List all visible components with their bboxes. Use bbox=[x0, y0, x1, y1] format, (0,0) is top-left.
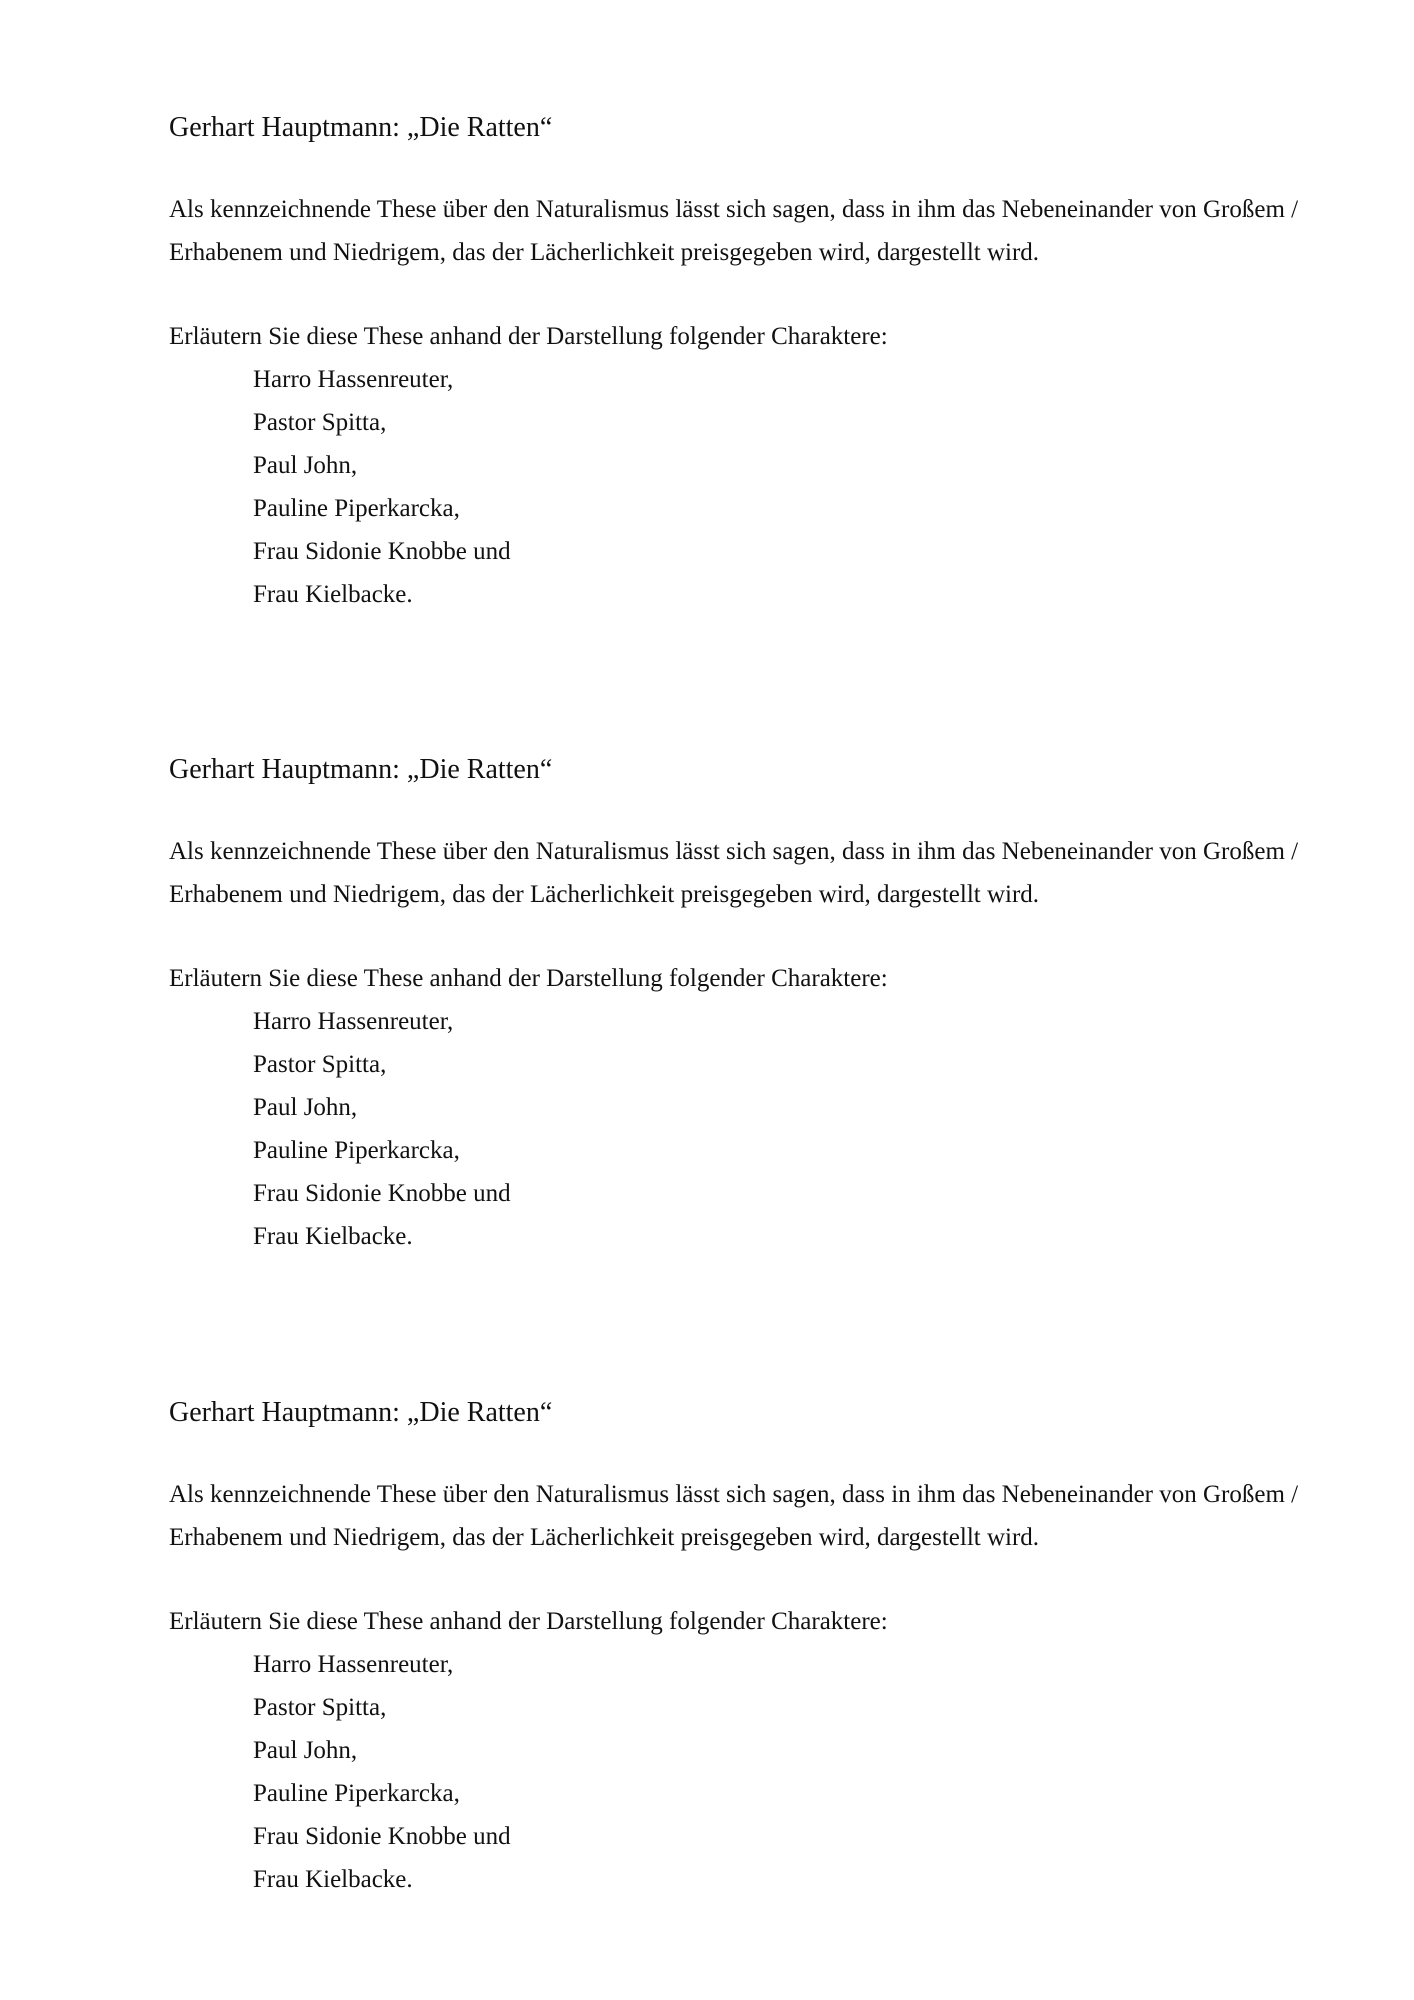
character-item: Harro Hassenreuter, bbox=[253, 1651, 454, 1678]
character-item: Paul John, bbox=[253, 1737, 358, 1764]
character-item: Paul John, bbox=[253, 452, 358, 479]
character-item: Frau Sidonie Knobbe und bbox=[253, 1180, 511, 1207]
thesis-paragraph: Als kennzeichnende These über den Naturalismus lässt sich sagen, dass in ihm das Nebeneinander von Großem / Erhabenem und Niedrigem, das der Lächerlichkeit preisgegeben wird, dargestellt wird. bbox=[169, 838, 1299, 908]
character-item: Pauline Piperkarcka, bbox=[253, 1137, 460, 1164]
character-item: Harro Hassenreuter, bbox=[253, 1008, 454, 1035]
character-list bbox=[169, 1000, 1299, 1258]
character-item: Pauline Piperkarcka, bbox=[253, 495, 460, 522]
task-prompt: Erläutern Sie diese These anhand der Darstellung folgender Charaktere: bbox=[169, 965, 888, 992]
character-list bbox=[169, 358, 1299, 616]
character-item: Pastor Spitta, bbox=[253, 1694, 387, 1721]
assignment-block-1 bbox=[169, 110, 1299, 616]
character-item: Pastor Spitta, bbox=[253, 1051, 387, 1078]
character-item: Pastor Spitta, bbox=[253, 409, 387, 436]
thesis-paragraph: Als kennzeichnende These über den Naturalismus lässt sich sagen, dass in ihm das Nebeneinander von Großem / Erhabenem und Niedrigem, das der Lächerlichkeit preisgegeben wird, dargestellt wird. bbox=[169, 196, 1299, 266]
character-item: Frau Sidonie Knobbe und bbox=[253, 538, 511, 565]
assignment-title: Gerhart Hauptmann: „Die Ratten“ bbox=[169, 754, 553, 785]
character-item: Frau Kielbacke. bbox=[253, 1223, 413, 1250]
task-prompt: Erläutern Sie diese These anhand der Darstellung folgender Charaktere: bbox=[169, 1608, 888, 1635]
character-item: Paul John, bbox=[253, 1094, 358, 1121]
assignment-block-3 bbox=[169, 1395, 1299, 1901]
character-item: Frau Sidonie Knobbe und bbox=[253, 1823, 511, 1850]
character-item: Frau Kielbacke. bbox=[253, 581, 413, 608]
assignment-title: Gerhart Hauptmann: „Die Ratten“ bbox=[169, 1397, 553, 1428]
character-list bbox=[169, 1643, 1299, 1901]
assignment-block-2 bbox=[169, 752, 1299, 1258]
task-prompt: Erläutern Sie diese These anhand der Darstellung folgender Charaktere: bbox=[169, 323, 888, 350]
thesis-paragraph: Als kennzeichnende These über den Naturalismus lässt sich sagen, dass in ihm das Nebeneinander von Großem / Erhabenem und Niedrigem, das der Lächerlichkeit preisgegeben wird, dargestellt wird. bbox=[169, 1481, 1299, 1551]
assignment-title: Gerhart Hauptmann: „Die Ratten“ bbox=[169, 112, 553, 143]
character-item: Harro Hassenreuter, bbox=[253, 366, 454, 393]
character-item: Pauline Piperkarcka, bbox=[253, 1780, 460, 1807]
character-item: Frau Kielbacke. bbox=[253, 1866, 413, 1893]
